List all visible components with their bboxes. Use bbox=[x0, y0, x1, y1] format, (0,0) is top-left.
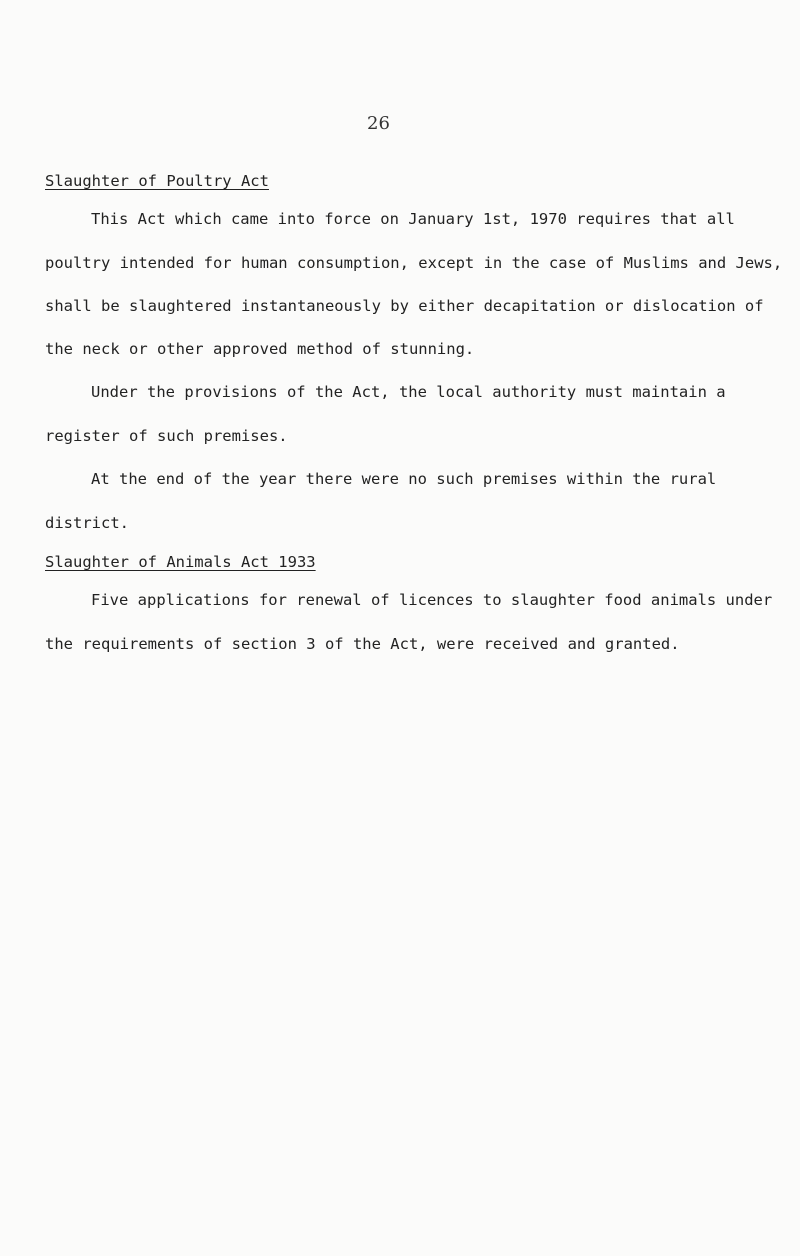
section-heading-animals: Slaughter of Animals Act 1933 bbox=[45, 553, 316, 571]
paragraph-line: register of such premises. bbox=[45, 427, 288, 445]
paragraph-line: poultry intended for human consumption, except in the case of Muslims and Jews, bbox=[45, 254, 783, 272]
paragraph-line: Five applications for renewal of licences to slaughter food animals under bbox=[91, 591, 773, 609]
page-number: 26 bbox=[367, 113, 390, 134]
paragraph-line: district. bbox=[45, 514, 129, 532]
paragraph-line: Under the provisions of the Act, the local authority must maintain a bbox=[91, 383, 726, 401]
paragraph-line: This Act which came into force on January 1st, 1970 requires that all bbox=[91, 210, 735, 228]
paragraph-line: the requirements of section 3 of the Act, were received and granted. bbox=[45, 635, 680, 653]
paragraph-line: shall be slaughtered instantaneously by either decapitation or dislocation of bbox=[45, 297, 764, 315]
section-heading-poultry: Slaughter of Poultry Act bbox=[45, 172, 269, 190]
paragraph-line: the neck or other approved method of stunning. bbox=[45, 340, 475, 358]
paragraph-line: At the end of the year there were no such premises within the rural bbox=[91, 470, 717, 488]
